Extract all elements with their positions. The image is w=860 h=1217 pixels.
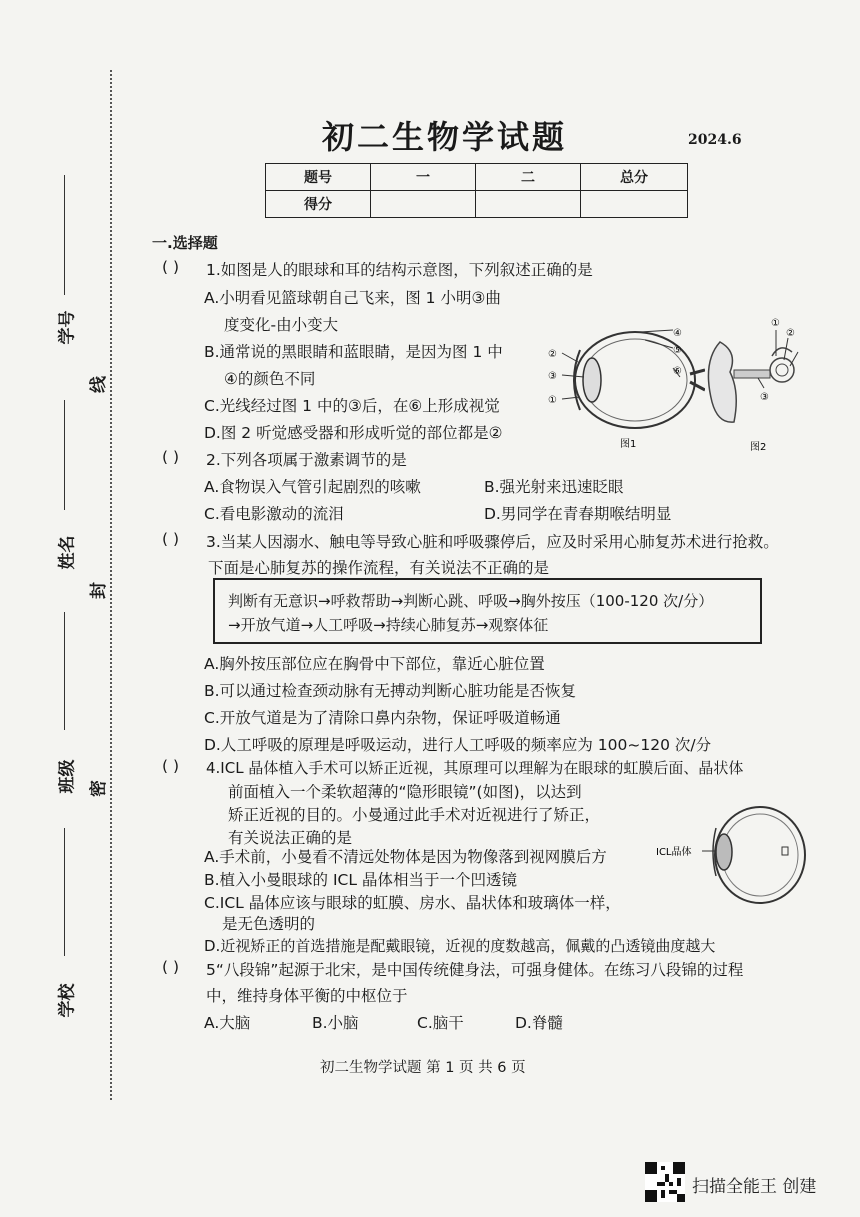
score-cell: 总分: [581, 164, 688, 191]
ear-diagram: [700, 312, 810, 452]
cpr-flow-line2: →开放气道→人工呼吸→持续心肺复苏→观察体征: [228, 616, 549, 634]
icl-eye-diagram: [650, 800, 810, 915]
exam-date: 2024.6: [688, 132, 742, 148]
answer-blank[interactable]: ( ): [162, 958, 180, 976]
qr-code-icon: [645, 1162, 685, 1202]
q3-option-a: A.胸外按压部位应在胸骨中下部位，靠近心脏位置: [204, 655, 545, 673]
answer-blank[interactable]: ( ): [162, 258, 180, 276]
q4-stem-cont: 有关说法正确的是: [228, 829, 353, 847]
page-footer: 初二生物学试题 第 1 页 共 6 页: [320, 1060, 526, 1076]
fig1-label: 图1: [620, 439, 637, 450]
q4-option-c: C.ICL 晶体应该与眼球的虹膜、房水、晶状体和玻璃体一样，: [204, 894, 621, 912]
school-label: 学校: [57, 983, 78, 1018]
q4-stem-cont: 前面植入一个柔软超薄的“隐形眼镜”(如图)，以达到: [228, 783, 582, 801]
eye-mark: ⑤: [673, 345, 682, 356]
q5-option-a: A.大脑: [204, 1014, 251, 1032]
score-table-row: [266, 191, 688, 218]
score-table-row: [266, 164, 688, 191]
score-cell: 题号: [266, 164, 371, 191]
answer-blank[interactable]: ( ): [162, 530, 180, 548]
q5-option-d: D.脊髓: [515, 1014, 563, 1032]
binding-dotted-line: [110, 70, 112, 1100]
q4-stem-cont: 矫正近视的目的。小曼通过此手术对近视进行了矫正，: [228, 806, 601, 824]
scanner-watermark: 扫描全能王 创建: [692, 1177, 817, 1197]
section-title: 一.选择题: [152, 234, 218, 252]
answer-blank[interactable]: ( ): [162, 448, 180, 466]
seal-line-char: 线: [89, 376, 109, 393]
student-id-label: 学号: [57, 310, 78, 345]
q4-option-b: B.植入小曼眼球的 ICL 晶体相当于一个凹透镜: [204, 871, 517, 889]
q3-option-c: C.开放气道是为了清除口鼻内杂物，保证呼吸道畅通: [204, 709, 561, 727]
score-input-cell[interactable]: [371, 191, 476, 218]
score-cell: 一: [371, 164, 476, 191]
ear-mark: ②: [786, 328, 795, 339]
q1-stem: 1.如图是人的眼球和耳的结构示意图，下列叙述正确的是: [206, 261, 593, 279]
q1-option-c: C.光线经过图 1 中的③后，在⑥上形成视觉: [204, 397, 500, 415]
class-label: 班级: [57, 759, 78, 794]
cpr-flow-line1: 判断有无意识→呼救帮助→判断心跳、呼吸→胸外按压（100-120 次/分）: [228, 592, 714, 610]
class-underline: [64, 612, 65, 730]
name-underline: [64, 400, 65, 510]
q4-stem: 4.ICL 晶体植入手术可以矫正近视，其原理可以理解为在眼球的虹膜后面、晶状体: [206, 759, 744, 777]
q2-option-b: B.强光射来迅速眨眼: [484, 478, 624, 496]
q3-stem: 3.当某人因溺水、触电等导致心脏和呼吸骤停后，应及时采用心肺复苏术进行抢救。: [206, 533, 779, 551]
ear-mark: ③: [760, 392, 769, 403]
eye-mark: ①: [548, 395, 557, 406]
eye-mark: ③: [548, 371, 557, 382]
q1-option-a-cont: 度变化-由小变大: [224, 316, 339, 334]
eye-mark: ②: [548, 349, 557, 360]
q3-stem-cont: 下面是心肺复苏的操作流程，有关说法不正确的是: [208, 559, 550, 577]
score-input-cell[interactable]: [581, 191, 688, 218]
q5-option-c: C.脑干: [417, 1014, 464, 1032]
q5-stem: 5“八段锦”起源于北宋，是中国传统健身法，可强身健体。在练习八段锦的过程: [206, 961, 744, 979]
q1-option-a: A.小明看见篮球朝自己飞来，图 1 小明③曲: [204, 289, 501, 307]
q5-stem-cont: 中，维持身体平衡的中枢位于: [206, 987, 408, 1005]
answer-blank[interactable]: ( ): [162, 757, 180, 775]
q1-option-b: B.通常说的黑眼睛和蓝眼睛，是因为图 1 中: [204, 343, 503, 361]
q3-option-b: B.可以通过检查颈动脉有无搏动判断心脏功能是否恢复: [204, 682, 577, 700]
q1-option-d: D.图 2 听觉感受器和形成听觉的部位都是②: [204, 424, 503, 442]
q2-option-a: A.食物误入气管引起剧烈的咳嗽: [204, 478, 421, 496]
seal-feng-char: 封: [89, 582, 109, 599]
q4-option-c-cont: 是无色透明的: [222, 915, 316, 933]
q1-option-b-cont: ④的颜色不同: [224, 370, 316, 388]
score-table: [265, 163, 688, 218]
q4-option-d: D.近视矫正的首选措施是配戴眼镜，近视的度数越高，佩戴的凸透镜曲度越大: [204, 937, 716, 955]
student-id-underline: [64, 175, 65, 295]
q4-option-a: A.手术前，小曼看不清远处物体是因为物像落到视网膜后方: [204, 848, 607, 866]
eye-mark: ⑥: [673, 366, 682, 377]
icl-label: ICL晶体: [656, 847, 692, 858]
ear-mark: ①: [771, 318, 780, 329]
q2-option-c: C.看电影激动的流泪: [204, 505, 344, 523]
q2-stem: 2.下列各项属于激素调节的是: [206, 451, 407, 469]
score-cell: 二: [476, 164, 581, 191]
score-input-cell[interactable]: [476, 191, 581, 218]
name-label: 姓名: [57, 535, 78, 570]
exam-title: 初二生物学试题: [322, 118, 568, 156]
q3-option-d: D.人工呼吸的原理是呼吸运动，进行人工呼吸的频率应为 100~120 次/分: [204, 736, 712, 754]
fig2-label: 图2: [750, 442, 767, 452]
eye-diagram: [540, 322, 705, 452]
q5-option-b: B.小脑: [312, 1014, 359, 1032]
seal-mi-char: 密: [89, 780, 109, 797]
q2-option-d: D.男同学在青春期喉结明显: [484, 505, 672, 523]
eye-mark: ④: [673, 328, 682, 339]
school-underline: [64, 828, 65, 956]
score-cell: 得分: [266, 191, 371, 218]
